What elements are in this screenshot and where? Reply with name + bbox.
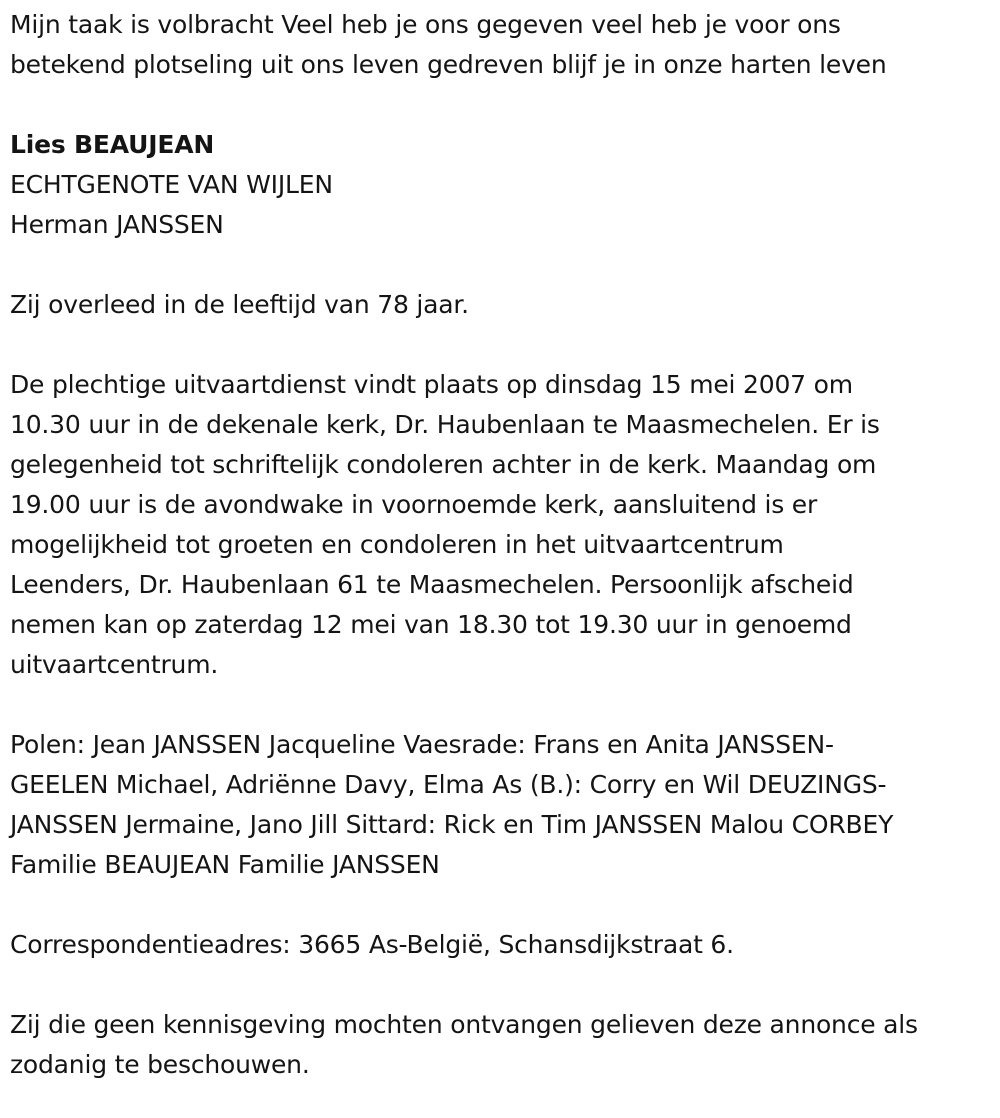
intro-line: Mijn taak is volbracht Veel heb je ons gegeven veel heb je voor ons xyxy=(10,10,841,39)
funeral-line: mogelijkheid tot groeten en condoleren in het uitvaartcentrum xyxy=(10,530,784,559)
obituary-document xyxy=(10,5,985,1085)
correspondence-address: Correspondentieadres: 3665 As-België, Schansdijkstraat 6. xyxy=(10,930,734,959)
family-line: GEELEN Michael, Adriënne Davy, Elma As (B.): Corry en Wil DEUZINGS- xyxy=(10,770,887,799)
spouse-name: Herman JANSSEN xyxy=(10,210,224,239)
funeral-line: De plechtige uitvaartdienst vindt plaats op dinsdag 15 mei 2007 om xyxy=(10,370,853,399)
deceased-relation: ECHTGENOTE VAN WIJLEN xyxy=(10,170,333,199)
closing-note xyxy=(10,1005,985,1085)
funeral-line: gelegenheid tot schriftelijk condoleren achter in de kerk. Maandag om xyxy=(10,450,877,479)
funeral-line: 10.30 uur in de dekenale kerk, Dr. Haubenlaan te Maasmechelen. Er is xyxy=(10,410,880,439)
closing-line: zodanig te beschouwen. xyxy=(10,1050,310,1079)
funeral-details xyxy=(10,365,985,685)
intro-line: betekend plotseling uit ons leven gedreven blijf je in onze harten leven xyxy=(10,50,887,79)
family-line: JANSSEN Jermaine, Jano Jill Sittard: Rick en Tim JANSSEN Malou CORBEY xyxy=(10,810,894,839)
intro-poem xyxy=(10,5,985,85)
funeral-line: 19.00 uur is de avondwake in voornoemde kerk, aansluitend is er xyxy=(10,490,818,519)
age-statement: Zij overleed in de leeftijd van 78 jaar. xyxy=(10,290,469,319)
funeral-line: uitvaartcentrum. xyxy=(10,650,219,679)
funeral-line: nemen kan op zaterdag 12 mei van 18.30 tot 19.30 uur in genoemd xyxy=(10,610,852,639)
family-list xyxy=(10,725,985,885)
closing-line: Zij die geen kennisgeving mochten ontvangen gelieven deze annonce als xyxy=(10,1010,918,1039)
family-line: Polen: Jean JANSSEN Jacqueline Vaesrade: Frans en Anita JANSSEN- xyxy=(10,730,834,759)
funeral-line: Leenders, Dr. Haubenlaan 61 te Maasmechelen. Persoonlijk afscheid xyxy=(10,570,854,599)
family-line: Familie BEAUJEAN Familie JANSSEN xyxy=(10,850,440,879)
deceased-name: Lies BEAUJEAN xyxy=(10,130,215,159)
deceased-block xyxy=(10,125,985,245)
